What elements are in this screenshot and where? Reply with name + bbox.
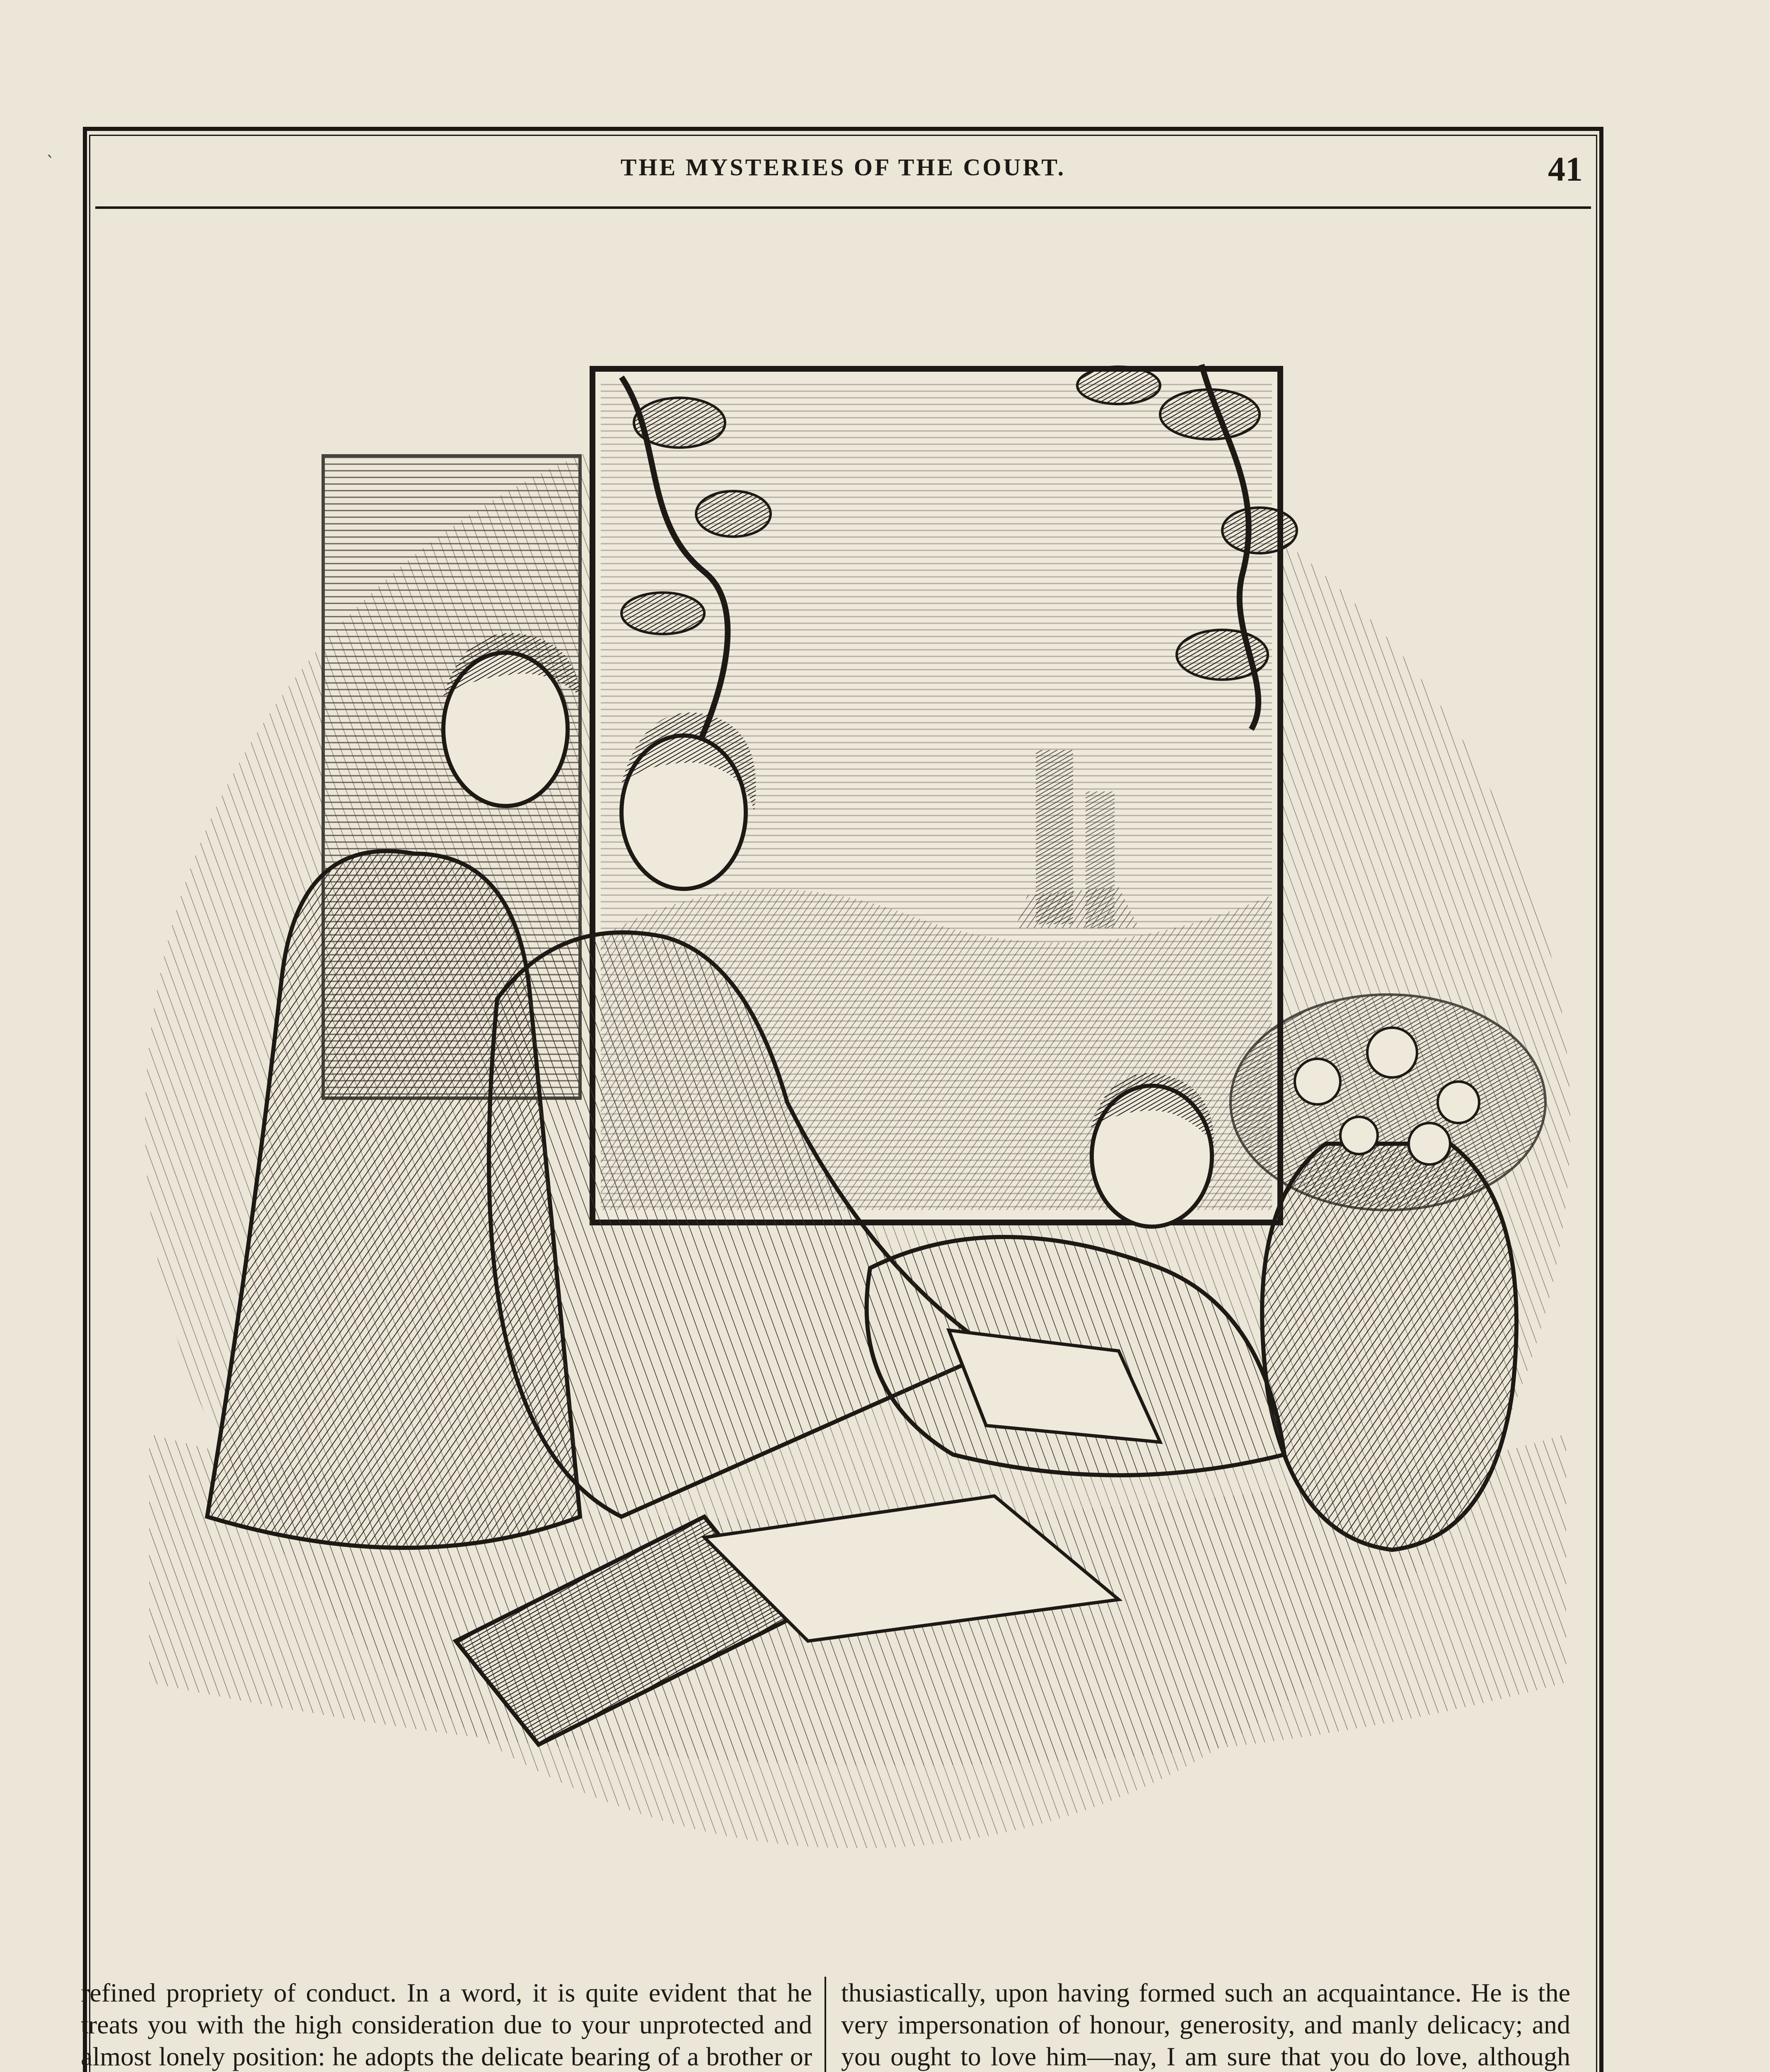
page-header [95, 149, 1591, 211]
left-para-1: refined propriety of conduct. In a word, it is quite evident that he treats you with the high consideration due to your unprotected and almost lonely position: he adopts the delicate bearing of a brother or [81, 1978, 812, 2071]
engraving-art [124, 315, 1591, 1877]
header-rule [95, 206, 1591, 209]
column-divider [825, 1977, 826, 2072]
running-title: THE MYSTERIES OF THE COURT. [620, 154, 1066, 181]
left-column [81, 1977, 812, 2072]
engraving-illustration [124, 315, 1591, 1877]
margin-tick: ` [46, 153, 55, 172]
right-para-1: thusiastically, upon having formed such an acquaintance. He is the very impersonation of honour, generosity, and manly delicacy; and you ought to love him—nay, I am sure that you do love, although [841, 1978, 1570, 2071]
right-column [841, 1977, 1570, 2072]
page-number: 41 [1548, 150, 1583, 189]
